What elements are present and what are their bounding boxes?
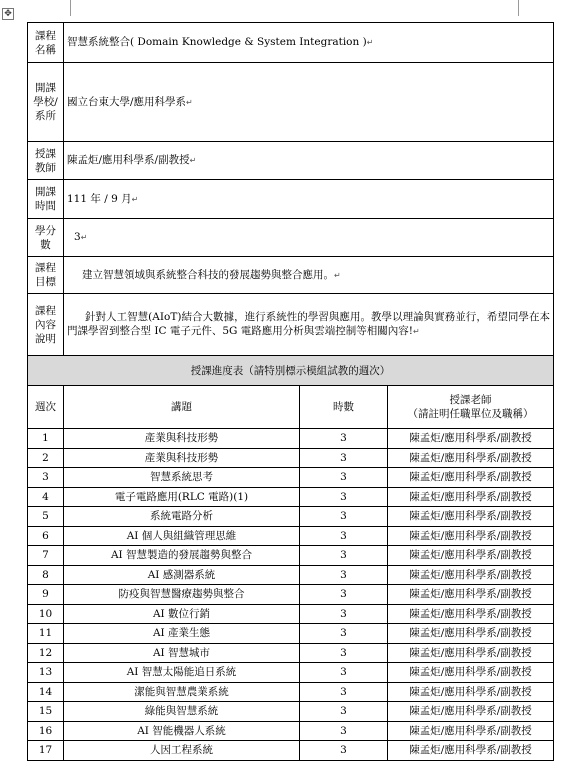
table-row — [28, 663, 554, 683]
table-row — [28, 546, 554, 566]
school-cell[interactable] — [64, 63, 554, 142]
table-row — [28, 526, 554, 546]
topic-cell[interactable]: AI 智慧太陽能追日系統 — [64, 663, 300, 683]
teacher-label: 授課教師 — [28, 142, 64, 180]
course-name-cell[interactable] — [64, 23, 554, 63]
teacher-cell[interactable]: 陳孟炬/應用科學系/副教授 — [388, 448, 554, 468]
teacher-cell[interactable]: 陳孟炬/應用科學系/副教授 — [388, 721, 554, 741]
hours-cell[interactable]: 3 — [300, 624, 388, 644]
table-row — [28, 507, 554, 527]
crop-mark — [70, 0, 71, 16]
week-cell[interactable]: 10 — [28, 604, 64, 624]
course-name-value: 智慧系統整合( Domain Knowledge & System Integration ) — [67, 36, 367, 48]
description-cell[interactable] — [64, 294, 554, 356]
table-row — [28, 721, 554, 741]
hours-cell[interactable]: 3 — [300, 702, 388, 722]
week-cell[interactable]: 15 — [28, 702, 64, 722]
teacher-header-title: 授課老師 — [449, 394, 492, 406]
hours-cell[interactable]: 3 — [300, 448, 388, 468]
goal-cell[interactable] — [64, 257, 554, 294]
teacher-cell[interactable]: 陳孟炬/應用科學系/副教授 — [388, 546, 554, 566]
teacher-cell[interactable]: 陳孟炬/應用科學系/副教授 — [388, 604, 554, 624]
teacher-cell[interactable]: 陳孟炬/應用科學系/副教授 — [388, 702, 554, 722]
teacher-cell[interactable]: 陳孟炬/應用科學系/副教授 — [388, 565, 554, 585]
table-row — [28, 604, 554, 624]
week-cell[interactable]: 17 — [28, 741, 64, 761]
week-cell[interactable]: 16 — [28, 721, 64, 741]
table-row — [28, 468, 554, 488]
course-name-row — [28, 23, 554, 63]
week-cell[interactable]: 11 — [28, 624, 64, 644]
topic-cell[interactable]: AI 智慧城市 — [64, 643, 300, 663]
topic-cell[interactable]: 產業與科技形勢 — [64, 448, 300, 468]
cell-end-mark-icon: ↵ — [334, 270, 341, 280]
hours-cell[interactable]: 3 — [300, 565, 388, 585]
topic-cell[interactable]: AI 感測器系統 — [64, 565, 300, 585]
teacher-cell[interactable]: 陳孟炬/應用科學系/副教授 — [388, 468, 554, 488]
teacher-cell[interactable]: 陳孟炬/應用科學系/副教授 — [388, 526, 554, 546]
course-table — [27, 22, 554, 761]
hours-cell[interactable]: 3 — [300, 429, 388, 449]
hours-cell[interactable]: 3 — [300, 604, 388, 624]
week-cell[interactable]: 7 — [28, 546, 64, 566]
hours-cell[interactable]: 3 — [300, 507, 388, 527]
week-cell[interactable]: 4 — [28, 487, 64, 507]
week-cell[interactable]: 9 — [28, 585, 64, 605]
schedule-title: 授課進度表（請特別標示模組試教的週次） — [28, 356, 554, 386]
hours-cell[interactable]: 3 — [300, 585, 388, 605]
move-anchor-icon[interactable]: ✥ — [2, 8, 14, 20]
hours-cell[interactable]: 3 — [300, 721, 388, 741]
credits-cell[interactable] — [64, 219, 554, 257]
week-cell[interactable]: 3 — [28, 468, 64, 488]
teacher-cell[interactable]: 陳孟炬/應用科學系/副教授 — [388, 663, 554, 683]
topic-cell[interactable]: 產業與科技形勢 — [64, 429, 300, 449]
teacher-cell[interactable]: 陳孟炬/應用科學系/副教授 — [388, 507, 554, 527]
time-cell[interactable] — [64, 180, 554, 219]
cell-end-mark-icon: ↵ — [186, 97, 193, 107]
topic-cell[interactable]: 綠能與智慧系統 — [64, 702, 300, 722]
schedule-body — [28, 429, 554, 761]
teacher-row — [28, 142, 554, 180]
week-cell[interactable]: 2 — [28, 448, 64, 468]
teacher-cell[interactable]: 陳孟炬/應用科學系/副教授 — [388, 624, 554, 644]
table-row — [28, 585, 554, 605]
table-row — [28, 643, 554, 663]
schedule-title-row — [28, 356, 554, 386]
cell-end-mark-icon: ↵ — [412, 327, 420, 336]
table-row — [28, 682, 554, 702]
topic-cell[interactable]: 人因工程系統 — [64, 741, 300, 761]
schedule-header-row — [28, 386, 554, 429]
time-row — [28, 180, 554, 219]
goal-row — [28, 257, 554, 294]
table-row — [28, 741, 554, 761]
topic-cell[interactable]: AI 個人與組織管理思維 — [64, 526, 300, 546]
hours-cell[interactable]: 3 — [300, 526, 388, 546]
table-row — [28, 624, 554, 644]
teacher-cell[interactable]: 陳孟炬/應用科學系/副教授 — [388, 682, 554, 702]
table-row — [28, 429, 554, 449]
week-header: 週次 — [28, 386, 64, 429]
teacher-header-note: （請註明任職單位及職稱） — [407, 408, 534, 420]
week-cell[interactable]: 8 — [28, 565, 64, 585]
credits-value: 3 — [74, 231, 81, 243]
teacher-cell[interactable] — [64, 142, 554, 180]
time-label: 開課時間 — [28, 180, 64, 219]
goal-value: 建立智慧領域與系統整合科技的發展趨勢與整合應用。 — [82, 268, 334, 281]
table-row — [28, 565, 554, 585]
teacher-cell[interactable]: 陳孟炬/應用科學系/副教授 — [388, 585, 554, 605]
week-cell[interactable]: 14 — [28, 682, 64, 702]
school-row — [28, 63, 554, 142]
topic-cell[interactable]: 電子電路應用(RLC 電路)(1) — [64, 487, 300, 507]
topic-cell[interactable]: 潔能與智慧農業系統 — [64, 682, 300, 702]
hours-cell[interactable]: 3 — [300, 468, 388, 488]
topic-cell[interactable]: AI 數位行銷 — [64, 604, 300, 624]
hours-cell[interactable]: 3 — [300, 487, 388, 507]
week-cell[interactable]: 13 — [28, 663, 64, 683]
description-row — [28, 294, 554, 356]
cell-end-mark-icon: ↵ — [189, 156, 197, 165]
hours-cell[interactable]: 3 — [300, 663, 388, 683]
teacher-cell[interactable]: 陳孟炬/應用科學系/副教授 — [388, 487, 554, 507]
hours-cell[interactable]: 3 — [300, 546, 388, 566]
teacher-cell[interactable]: 陳孟炬/應用科學系/副教授 — [388, 643, 554, 663]
credits-row — [28, 219, 554, 257]
topic-cell[interactable]: AI 產業生態 — [64, 624, 300, 644]
week-cell[interactable]: 5 — [28, 507, 64, 527]
crop-mark — [518, 0, 519, 16]
cell-end-mark-icon: ↵ — [131, 194, 139, 204]
week-cell[interactable]: 12 — [28, 643, 64, 663]
credits-label: 學分數 — [28, 219, 64, 257]
hours-header: 時數 — [300, 386, 388, 429]
topic-cell[interactable]: 防疫與智慧醫療趨勢與整合 — [64, 585, 300, 605]
table-row — [28, 448, 554, 468]
teacher-cell[interactable]: 陳孟炬/應用科學系/副教授 — [388, 429, 554, 449]
topic-cell[interactable]: 系統電路分析 — [64, 507, 300, 527]
hours-cell[interactable]: 3 — [300, 682, 388, 702]
description-value: 針對人工智慧(AIoT)結合大數據，進行系統性的學習與應用。教學以理論與實務並行，希望同學在本門課學習到整合型 IC 電子元件、5G 電路應用分析與雲端控制等相關內容! — [67, 311, 550, 337]
cell-end-mark-icon: ↵ — [366, 38, 374, 47]
topic-cell[interactable]: AI 智慧製造的發展趨勢與整合 — [64, 546, 300, 566]
time-value: 111 年 / 9 月 — [67, 192, 132, 205]
goal-label: 課程目標 — [28, 257, 64, 294]
hours-cell[interactable]: 3 — [300, 741, 388, 761]
school-value: 國立台東大學/應用科學系 — [67, 95, 187, 108]
week-cell[interactable]: 6 — [28, 526, 64, 546]
school-label: 開課學校/系所 — [28, 63, 64, 142]
teacher-cell[interactable]: 陳孟炬/應用科學系/副教授 — [388, 741, 554, 761]
topic-header: 講題 — [64, 386, 300, 429]
hours-cell[interactable]: 3 — [300, 643, 388, 663]
table-row — [28, 702, 554, 722]
cell-end-mark-icon: ↵ — [80, 233, 88, 242]
teacher-header — [388, 386, 554, 429]
week-cell[interactable]: 1 — [28, 429, 64, 449]
table-row — [28, 487, 554, 507]
description-label: 課程內容說明 — [28, 294, 64, 356]
teacher-value: 陳孟炬/應用科學系/副教授 — [67, 154, 190, 166]
topic-cell[interactable]: AI 智能機器人系統 — [64, 721, 300, 741]
topic-cell[interactable]: 智慧系統思考 — [64, 468, 300, 488]
course-name-label: 課程名稱 — [28, 23, 64, 63]
